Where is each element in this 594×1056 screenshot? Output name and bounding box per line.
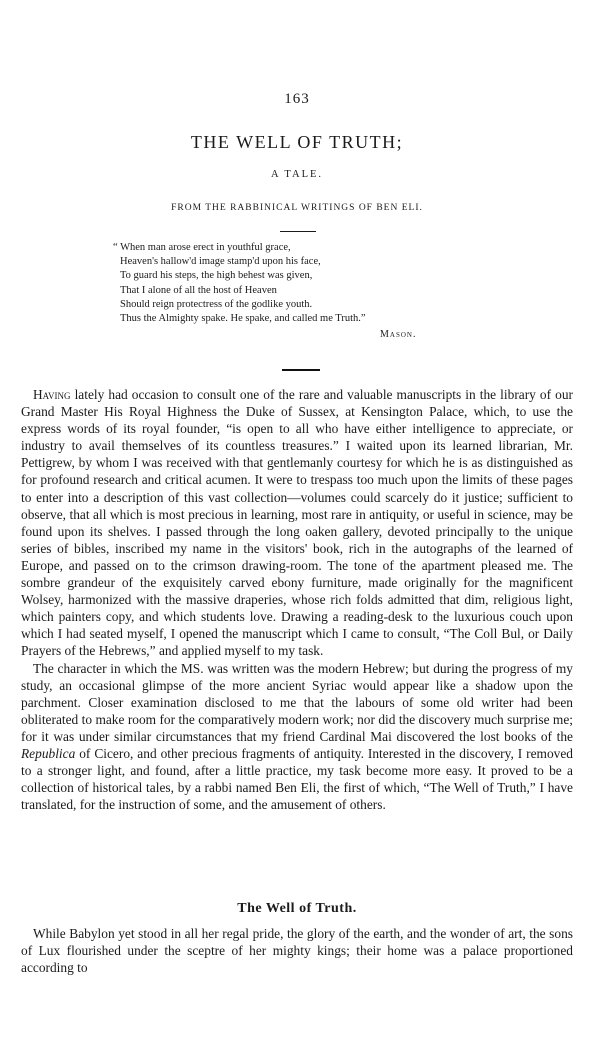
divider-rule <box>280 231 316 232</box>
page-number: 163 <box>284 91 310 107</box>
epigraph-line: Should reign protectress of the godlike youth. <box>120 298 313 310</box>
paragraph-text: lately had occasion to consult one of the rare and valuable manuscripts in the library of our Grand Master His Royal Highness the Duke of Sussex, at Kensington Palace, which, to use the express words of its royal founder, “is open to all who have either intelligence to appreciate, or industry to avail themselves of its countless treasures.” I waited upon its learned librarian, Mr. Pettigrew, by whom I was received with that gentlemanly courtesy for which he is as distinguished as for profound research and critical acumen. It were to trespass too much upon the limits of these pages to enter into a description of this vast collection—volumes could scarcely do it justice; sufficient to observe, that all which is most precious in learning, most rare in antiquity, or useful in science, may be found upon its shelves. I passed through the long oaken gallery, devoted principally to the unique series of bibles, inscribed my name in the visitors' book, rich in the autographs of the learned of Europe, and passed on to the crimson drawing-room. The tone of the apartment pleased me. The sombre grandeur of the exquisitely carved ebony furniture, made originally for the magnificent Wolsey, harmonized with the massive draperies, whose rich folds admitted that dim, religious light, which painters copy, and which students love. Drawing a reading-desk to the luxurious couch upon which I had seated myself, I opened the manuscript which I came to consult, “The Coll Bul, or Daily Prayers of the Hebrews,” and applied myself to my task. <box>21 387 573 659</box>
body-text <box>21 386 573 813</box>
divider-rule <box>282 369 320 371</box>
epigraph <box>113 241 460 326</box>
attribution-text: Mason. <box>380 329 417 340</box>
paragraph <box>21 386 573 660</box>
section-heading: The Well of Truth. <box>237 901 357 916</box>
epigraph-line: Heaven's hallow'd image stamp'd upon his face, <box>120 256 321 268</box>
chapter-title: THE WELL OF TRUTH; <box>190 132 404 152</box>
epigraph-line: Thus the Almighty spake. He spake, and called me Truth.” <box>120 313 366 325</box>
paragraph <box>21 660 573 814</box>
epigraph-line: That I alone of all the host of Heaven <box>120 284 277 296</box>
opening-word: Having <box>33 387 71 402</box>
chapter-source: FROM THE RABBINICAL WRITINGS OF BEN ELI. <box>171 203 423 213</box>
paragraph: While Babylon yet stood in all her regal pride, the glory of the earth, and the wonder of art, the sons of Lux flourished under the sceptre of her mighty kings; their home was a palace proportioned according to <box>21 926 573 976</box>
paragraph-text: of Cicero, and other precious fragments of antiquity. Interested in the discovery, I removed to a stronger light, and found, after a little practice, my task become more easy. It proved to be a collection of historical tales, by a rabbi named Ben Eli, the first of which, “The Well of Truth,” I have translated, for the instruction of some, and the amusement of others. <box>21 745 573 813</box>
body-text <box>21 925 573 976</box>
epigraph-line: To guard his steps, the high behest was given, <box>120 270 313 282</box>
epigraph-line: “ When man arose erect in youthful grace, <box>113 242 291 253</box>
chapter-subtitle: A TALE. <box>270 169 324 180</box>
epigraph-attribution <box>380 329 416 340</box>
italic-title: Republica <box>21 745 76 761</box>
paragraph-text: The character in which the MS. was written was the modern Hebrew; but during the progress of my study, an occasional glimpse of the more ancient Syriac would appear like a shadow upon the parchment. Closer examination disclosed to me that the labours of some old writer had been obliterated to make room for the comparatively modern work; nor did the discovery much surprise me; for it was under similar circumstances that my friend Cardinal Mai discovered the lost books of the <box>21 660 573 744</box>
